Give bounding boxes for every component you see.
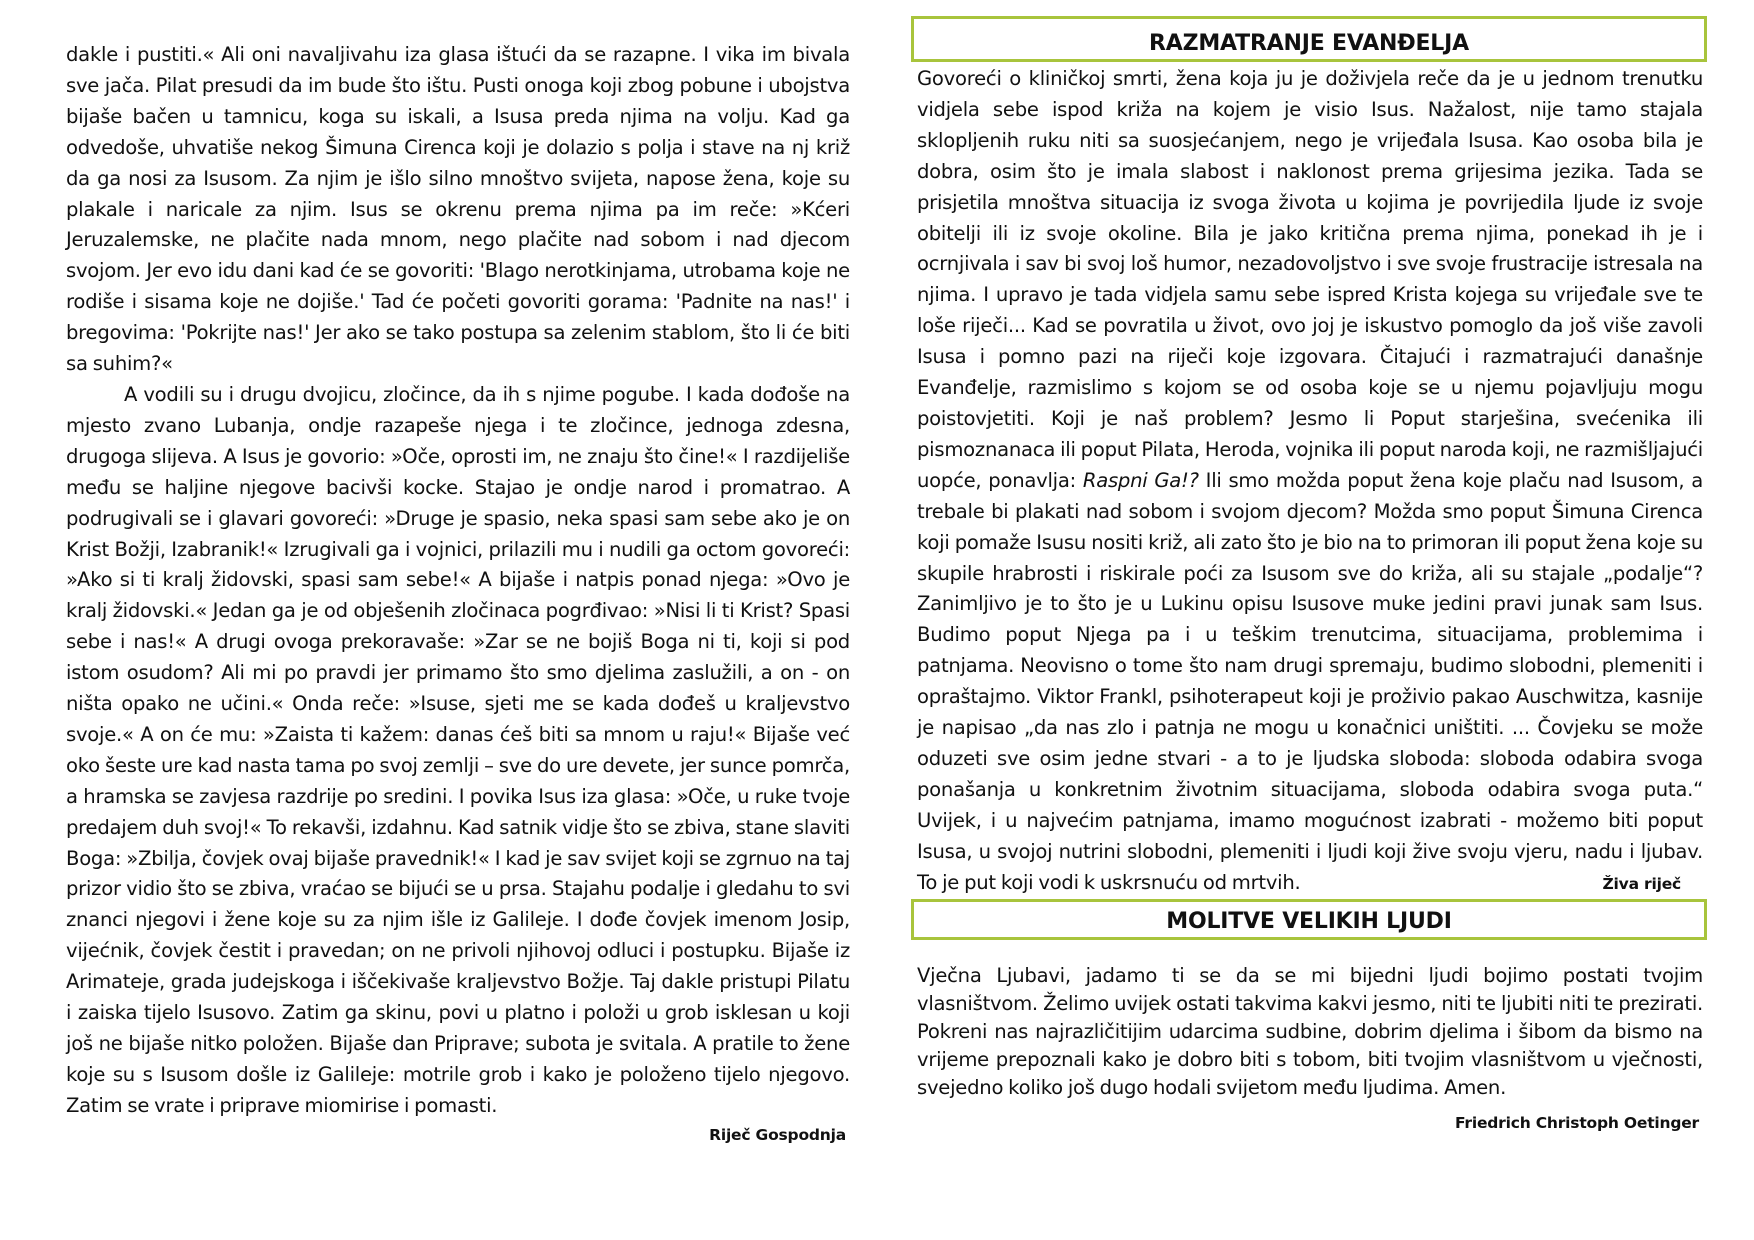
reflection-signature: Živa riječ	[1602, 875, 1681, 894]
prayer-paragraph: Vječna Ljubavi, jadamo ti se da se mi bijedni ljudi bojimo postati tvojim vlasništvom. Želimo uvijek ostati takvima kakvi jesmo, niti te ljubiti niti te prezirati. Pokreni nas najrazličitijim udarcima sudbine, dobrim djelima i šibom da bismo na vrijeme prepoznali kako je dobro biti s tobom, biti tvojim vlasništvom u vječnosti, svejedno koliko još dugo hodali svijetom među ljudima. Amen.	[917, 964, 1703, 1100]
left-column	[66, 40, 850, 1144]
prayer-signature: Friedrich Christoph Oetinger	[1454, 1114, 1699, 1133]
reflection-title: RAZMATRANJE EVANĐELJA	[911, 16, 1707, 62]
reflection-body	[911, 64, 1707, 897]
prayer-body	[911, 962, 1707, 1132]
prayer-title: MOLITVE VELIKIH LJUDI	[911, 899, 1707, 940]
gospel-paragraph-2: A vodili su i drugu dvojicu, zločince, da ih s njime pogube. I kada dođoše na mjesto zvano Lubanja, ondje razapeše njega i te zločince, jednoga zdesna, drugoga slijeva. A Isus je govorio: »Oče, oprosti im, ne znaju što čine!« I razdijeliše među se haljine njegove bacivši kocke. Stajao je ondje narod i promatrao. A podrugivali se i glavari govoreći: »Druge je spasio, neka spasi sam sebe ako je on Krist Božji, Izabranik!« Izrugivali ga i vojnici, prilazili mu i nudili ga octom govoreći: »Ako si ti kralj židovski, spasi sam sebe!« A bijaše i natpis ponad njega: »Ovo je kralj židovski.« Jedan ga je od obješenih zločinaca pogrđivao: »Nisi li ti Krist? Spasi sebe i nas!« A drugi ovoga prekoravaše: »Zar se ne bojiš Boga ni ti, koji si pod istom osudom? Ali mi po pravdi jer primamo što smo djelima zaslužili, a on - on ništa opako ne učini.« Onda reče: »Isuse, sjeti me se kada dođeš u kraljevstvo svoje.« A on će mu: »Zaista ti kažem: danas ćeš biti sa mnom u raju!« Bijaše već oko šeste ure kad nasta tama po svoj zemlji – sve do ure devete, jer sunce pomrča, a hramska se zavjesa razdrije po sredini. I povika Isus iza glasa: »Oče, u ruke tvoje predajem duh svoj!« To rekavši, izdahnu. Kad satnik vidje što se zbiva, stane slaviti Boga: »Zbilja, čovjek ovaj bijaše pravednik!« I kad je sav svijet koji se zgrnuo na taj prizor vidio što se zbiva, vraćao se bijući se u prsa. Stajahu podalje i gledahu to svi znanci njegovi i žene koje su za njim išle iz Galileje. I dođe čovjek imenom Josip, vijećnik, čovjek čestit i pravedan; on ne privoli njihovoj odluci i postupku. Bijaše iz Arimateje, grada judejskoga i iščekivaše kraljevstvo Božje. Taj dakle pristupi Pilatu i zaiska tijelo Isusovo. Zatim ga skinu, povi u platno i položi u grob isklesan u koji još ne bijaše nitko položen. Bijaše dan Priprave; subota je svitala. A pratile to žene koje su s Isusom došle iz Galileje: motrile grob i kako je položeno tijelo njegovo. Zatim se vrate i priprave miomirise i pomasti.	[66, 382, 850, 1117]
right-column	[911, 16, 1707, 1132]
reflection-text-before-italic: Govoreći o kliničkoj smrti, žena koja ju je doživjela reče da je u jednom trenutku vidjela sebe ispod križa na kojem je visio Isus. Nažalost, nije tamo stajala sklopljenih ruku niti sa suosjećanjem, nego je vrijeđala Isusa. Kao osoba bila je dobra, osim što je imala slabost i naklonost prema grijesima jezika. Tada se prisjetila mnoštva situacija iz svoga života u kojima je povrijedila ljude iz svoje obitelji ili iz svoje okoline. Bila je jako kritična prema njima, ponekad ih je i ocrnjivala i sav bi svoj loš humor, nezadovoljstvo i sve svoje frustracije istresala na njima. I upravo je tada vidjela samu sebe ispred Krista kojega su vrijeđale sve te loše riječi... Kad se povratila u život, ovo joj je iskustvo pomoglo da još više zavoli Isusa i pomno pazi na riječi koje izgovara. Čitajući i razmatrajući današnje Evanđelje, razmislimo s kojom se od osoba koje se u njemu pojavljuju mogu poistovjetiti. Koji je naš problem? Jesmo li Poput starješina, svećenika ili pismoznanaca ili poput Pilata, Heroda, vojnika ili poput naroda koji, ne razmišljajući uopće, ponavlja:	[917, 67, 1703, 492]
reflection-paragraph	[917, 64, 1703, 898]
gospel-signature: Riječ Gospodnja	[709, 1125, 846, 1144]
gospel-paragraph-1: dakle i pustiti.« Ali oni navaljivahu iza glasa ištući da se razapne. I vika im bivala sve jača. Pilat presudi da im bude što ištu. Pusti onoga koji zbog pobune i ubojstva bijaše bačen u tamnicu, koga su iskali, a Isusa preda njima na volju. Kad ga odvedoše, uhvatiše nekog Šimuna Cirenca koji je dolazio s polja i stave na nj križ da ga nosi za Isusom. Za njim je išlo silno mnoštvo svijeta, napose žena, koje su plakale i naricale za njim. Isus se okrenu prema njima pa im reče: »Kćeri Jeruzalemske, ne plačite nada mnom, nego plačite nad sobom i nad djecom svojom. Jer evo idu dani kad će se govoriti: 'Blago nerotkinjama, utrobama koje ne rodiše i sisama koje ne dojiše.' Tad će početi govoriti gorama: 'Padnite na nas!' i bregovima: 'Pokrijte nas!' Jer ako se tako postupa sa zelenim stablom, što li će biti sa suhim?«	[66, 43, 850, 376]
reflection-text-after-italic: Ili smo možda poput žena koje plaču nad Isusom, a trebale bi plakati nad sobom i svojom djecom? Možda smo poput Šimuna Cirenca koji pomaže Isusu nositi križ, ali zato što je bio na to primoran ili poput žena koje su skupile hrabrosti i riskirale poći za Isusom sve do križa, ali su stajale „podalje“? Zanimljivo je to što je u Lukinu opisu Isusove muke jedini pravi junak sam Isus. Budimo poput Njega pa i u teškim trenutcima, situacijama, problemima i patnjama. Neovisno o tome što nam drugi spremaju, budimo slobodni, plemeniti i opraštajmo. Viktor Frankl, psihoterapeut koji je proživio pakao Auschwitza, kasnije je napisao „da nas zlo i patnja ne mogu u konačnici uništiti. ... Čovjeku se može oduzeti sve osim jedne stvari - a to je ljudska sloboda: sloboda odabira svoga ponašanja u konkretnim životnim situacijama, sloboda odabira svoga puta.“ Uvijek, i u najvećim patnjama, imamo mogućnost izabrati - možemo biti poput Isusa, u svojoj nutrini slobodni, plemeniti i ljudi koji žive svoju vjeru, nadu i ljubav. To je put koji vodi k uskrsnuću od mrtvih.	[917, 468, 1703, 894]
reflection-italic-quote: Raspni Ga!?	[1082, 468, 1199, 492]
